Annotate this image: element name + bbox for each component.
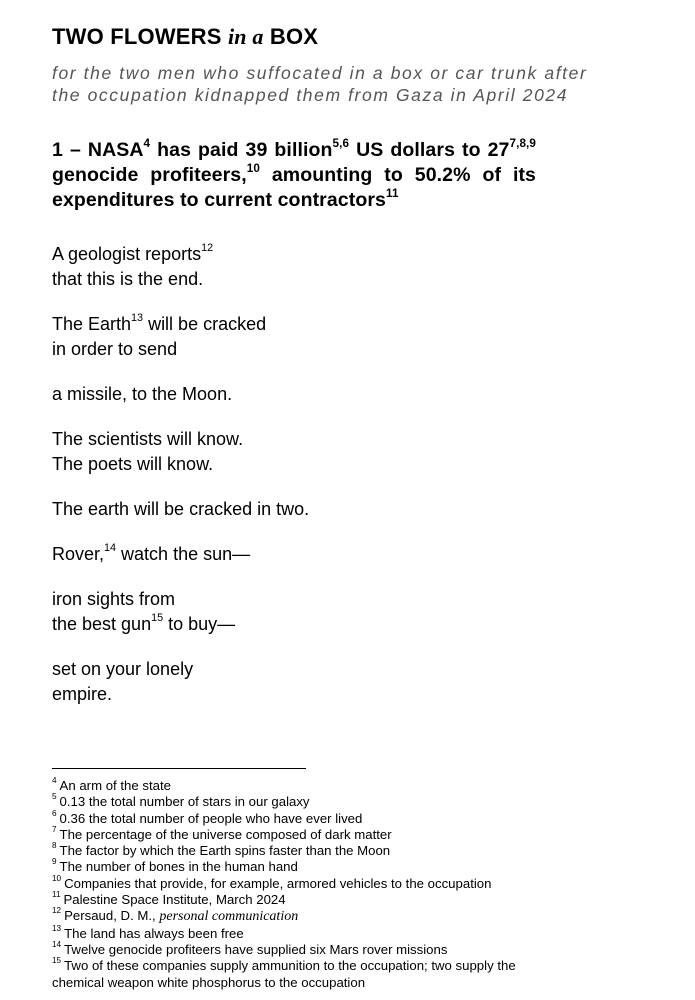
footnote-text: Twelve genocide profiteers have supplied six Mars rover missions: [64, 941, 448, 957]
stanza-8: [52, 657, 652, 707]
footnotes: [52, 775, 552, 991]
stanza-3: [52, 382, 652, 407]
footnote-number: 9: [52, 857, 57, 867]
footnote-text: Two of these companies supply ammunition to the occupation; two supply the chemical weapon white phosphorus to the occupation: [52, 958, 516, 990]
footnote-text: An arm of the state: [59, 778, 171, 793]
footnote: [52, 775, 552, 794]
footnote-ref: 7,8,9: [509, 136, 536, 150]
footnote: [52, 843, 552, 859]
document-page: [52, 22, 652, 707]
title-part-1: TWO FLOWERS: [52, 24, 222, 49]
footnote-number: 7: [52, 824, 57, 834]
footnote-ref: 5,6: [332, 136, 350, 150]
footnote-text: 0.36 the total number of people who have ever lived: [59, 810, 363, 826]
footnote-ref: 14: [104, 542, 117, 555]
section-text: has paid 39 billion: [150, 139, 333, 161]
footnote-text: The percentage of the universe composed of dark matter: [59, 826, 392, 842]
footnote-number: 5: [52, 792, 57, 802]
stanza-6: [52, 542, 652, 567]
footnote-ref: 12: [201, 242, 214, 255]
footnote: [52, 939, 552, 958]
poem-line: in order to send: [52, 339, 178, 359]
footnote-text: 0.13 the total number of stars in our galaxy: [59, 794, 310, 810]
poem-line: a missile, to the Moon.: [52, 384, 233, 404]
section-text: genocide profiteers,: [52, 164, 247, 186]
footnote-ref: 10: [246, 161, 260, 175]
footnote-ref: 11: [386, 186, 399, 200]
footnote: [52, 808, 552, 827]
footnote-number: 12: [52, 906, 62, 916]
footnote: [52, 873, 552, 892]
poem-line: that this is the end.: [52, 269, 204, 289]
section-text: amounting to 50.2% of its expenditures to current contractors: [52, 164, 536, 211]
poem-line: The earth will be cracked in two.: [52, 499, 310, 519]
footnote-ref: 13: [131, 312, 144, 325]
footnote: [52, 958, 552, 991]
footnote: [52, 908, 552, 925]
footnote-text: The number of bones in the human hand: [59, 859, 298, 875]
footnote-text: The land has always been free: [64, 925, 244, 941]
stanza-1: [52, 242, 652, 292]
poem-line: to buy—: [163, 614, 236, 634]
poem-line: A geologist reports: [52, 244, 202, 264]
stanza-5: [52, 497, 652, 522]
footnote-number: 13: [52, 923, 62, 933]
footnote: [52, 794, 552, 810]
title-part-2: in a: [227, 24, 264, 49]
poem-line: the best gun: [52, 614, 152, 634]
footnote-number: 4: [52, 775, 57, 785]
stanza-4: [52, 427, 652, 477]
section-heading: [52, 138, 536, 213]
footnote: [52, 892, 552, 908]
footnote: [52, 923, 552, 942]
poem-line: Rover,: [52, 544, 105, 564]
stanza-2: [52, 312, 652, 362]
footnote-text: Persaud, D. M.,: [64, 908, 156, 924]
poem-line: iron sights from: [52, 589, 176, 609]
poem-line: empire.: [52, 684, 113, 704]
dedication: for the two men who suffocated in a box or car trunk after the occupation kidnapped them from Gaza in April 2024: [52, 63, 588, 105]
footnote-text: Palestine Space Institute, March 2024: [63, 892, 286, 908]
section-text: US dollars to 27: [349, 139, 510, 161]
footnote: [52, 824, 552, 843]
footnote-text: Companies that provide, for example, armored vehicles to the occupation: [64, 875, 492, 891]
footnote-italic-text: personal communication: [159, 909, 299, 925]
footnote-number: 15: [52, 956, 62, 966]
poem-line: The poets will know.: [52, 454, 214, 474]
footnote-ref: 4: [143, 136, 151, 150]
poem-line: set on your lonely: [52, 659, 194, 679]
footnote-ref: 15: [151, 612, 164, 625]
poem-title: [52, 22, 652, 52]
footnote-number: 6: [52, 808, 57, 818]
footnote-number: 10: [52, 873, 62, 883]
poem-line: The scientists will know.: [52, 429, 244, 449]
stanza-7: [52, 587, 652, 637]
poem-line: will be cracked: [143, 314, 267, 334]
footnote-number: 14: [52, 939, 62, 949]
footnote-number: 8: [52, 841, 57, 851]
footnote: [52, 859, 552, 875]
poem-line: watch the sun—: [116, 544, 251, 564]
poem-line: The Earth: [52, 314, 132, 334]
title-part-3: BOX: [269, 24, 319, 49]
footnote-number: 11: [52, 890, 61, 900]
footnote-divider: [52, 768, 306, 769]
section-text: 1 – NASA: [52, 139, 144, 161]
footnote-text: The factor by which the Earth spins faster than the Moon: [59, 843, 391, 859]
